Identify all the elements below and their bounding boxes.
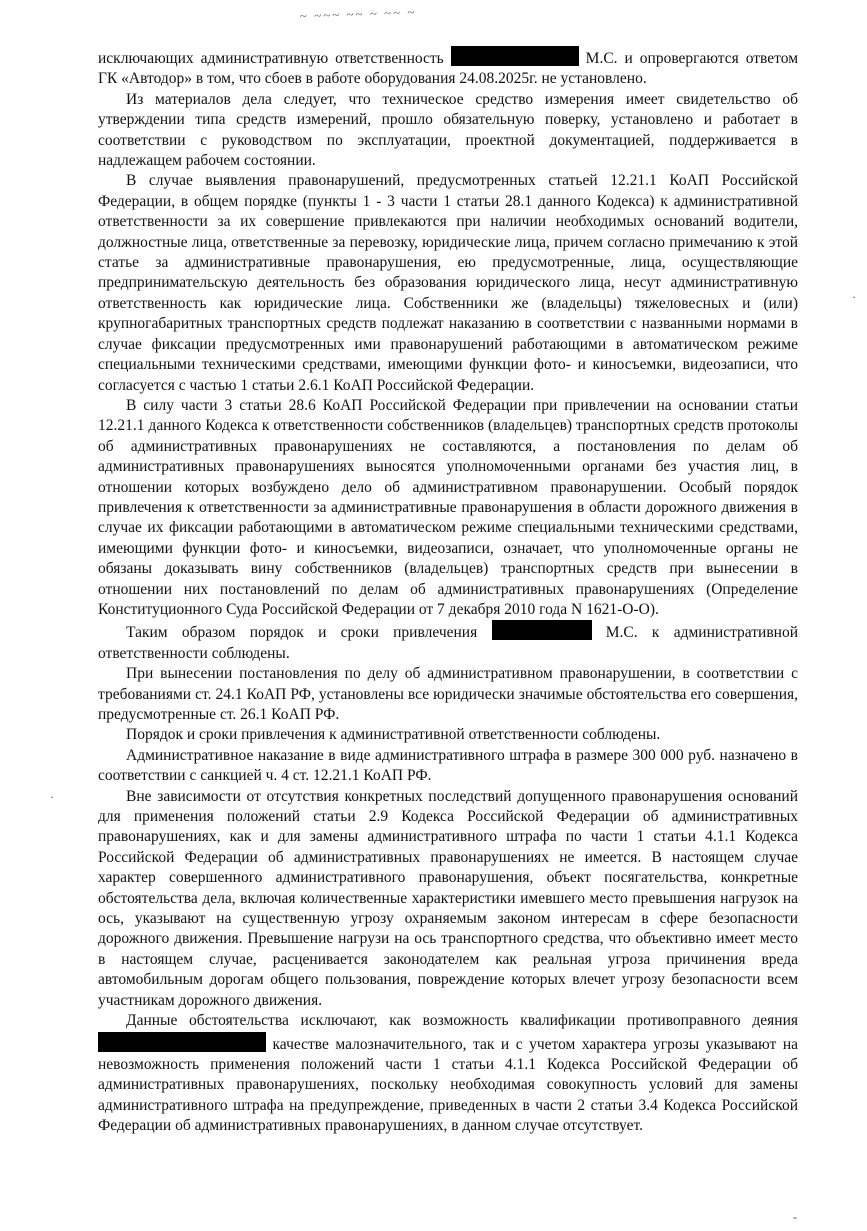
paragraph-text: М.С. и опровергаются ответом ГК «Автодор» в том, что сбоев в работе оборудования 24.08.2025г. не установлено.	[98, 50, 798, 88]
paragraph-4: В силу части 3 статьи 28.6 КоАП Российской Федерации при привлечении на основании статьи 12.21.1 данного Кодекса к ответственности собственников (владельцев) транспортных средств протоколы об административных правонарушениях не составляются, а постановления по делам об административных правонарушениях выносятся уполномоченными органами без участия лиц, в отношении которых возбуждено дело об административном правонарушении. Особый порядок привлечения к ответственности за административные правонарушения в области дорожного движения в случае их фиксации работающими в автоматическом режиме специальными техническими средствами, имеющими функции фото- и киносъемки, видеозаписи, означает, что уполномоченные органы не обязаны доказывать вину собственников (владельцев) транспортных средств при вынесении в отношении них постановлений по делам об административных правонарушениях (Определение Конституционного Суда Российской Федерации от 7 декабря 2010 года N 1621-О-О).	[98, 396, 798, 618]
scan-speck: -	[793, 1210, 797, 1224]
redaction-block	[451, 46, 579, 66]
paragraph-text: М.С. к административной ответственности соблюдены.	[98, 624, 798, 662]
scan-header-marks: ~ ~~~ ~~ ~ ~~ ~	[299, 4, 417, 24]
paragraph-2: Из материалов дела следует, что техническое средство измерения имеет свидетельство об утверждении типа средств измерений, прошло обязательную поверку, установлено и работает в соответствии с руководством по эксплуатации, проектной документацией, поддерживается в надлежащем рабочем состоянии.	[98, 90, 798, 170]
redaction-block	[492, 620, 592, 640]
paragraph-10	[98, 1011, 798, 1136]
paragraph-text: Данные обстоятельства исключают, как возможность квалификации противоправного деяния	[126, 1012, 798, 1030]
scan-speck: ·	[50, 790, 54, 804]
paragraph-8: Административное наказание в виде административного штрафа в размере 300 000 руб. назначено в соответствии с санкцией ч. 4 ст. 12.21.1 КоАП РФ.	[98, 746, 798, 785]
redaction-block	[98, 1032, 266, 1052]
paragraph-3: В случае выявления правонарушений, предусмотренных статьей 12.21.1 КоАП Российской Федерации, в общем порядке (пункты 1 - 3 части 1 статьи 28.1 данного Кодекса) к административной ответственности за их совершение привлекаются при наличии необходимых оснований водители, должностные лица, ответственные за перевозку, юридические лица, причем согласно примечанию к этой статье за административные правонарушения, ею предусмотренные, лица, осуществляющие предпринимательскую деятельность без образования юридического лица, несут административную ответственность как юридические лица. Собственники же (владельцы) тяжеловесных и (или) крупногабаритных транспортных средств подлежат наказанию в соответствии с названными нормами в случае фиксации предусмотренных ими правонарушений работающими в автоматическом режиме специальными техническими средствами, имеющими функции фото- и киносъемки, видеозаписи, что согласуется с частью 1 статьи 2.6.1 КоАП Российской Федерации.	[98, 172, 798, 394]
paragraph-6: При вынесении постановления по делу об административном правонарушении, в соответствии с требованиями ст. 24.1 КоАП РФ, установлены все юридически значимые обстоятельства его совершения, предусмотренные ст. 26.1 КоАП РФ.	[98, 665, 798, 723]
paragraph-9: Вне зависимости от отсутствия конкретных последствий допущенного правонарушения оснований для применения положений статьи 2.9 Кодекса Российской Федерации об административных правонарушениях, как и для замены административного штрафа по части 1 статьи 4.1.1 Кодекса Российской Федерации об административных правонарушениях не имеется. В настоящем случае характер совершенного административного правонарушения, объект посягательства, конкретные обстоятельства дела, включая количественные характеристики имевшего место превышения нагрузок на ось, указывают на существенную угрозу охраняемым законом интересам в сфере безопасности дорожного движения. Превышение нагрузи на ось транспортного средства, что объективно имеет место в настоящем случае, расценивается законодателем как реальная угроза причинения вреда автомобильным дорогам общего пользования, повреждение которых влечет угрозу безопасности всем участникам дорожного движения.	[98, 787, 798, 1009]
paragraph-5	[98, 620, 798, 664]
paragraph-text: Таким образом порядок и сроки привлечения	[126, 624, 492, 642]
scan-speck: ·	[852, 290, 856, 304]
document-body	[98, 46, 798, 1137]
paragraph-text: исключающих административную ответственность	[98, 50, 451, 67]
paragraph-text: качестве малозначительного, так и с учетом характера угрозы указывают на невозможность применения положений части 1 статьи 4.1.1 Кодекса Российской Федерации об административных правонарушениях, поскольку необходимая совокупность условий для замены административного штрафа на предупреждение, приведенных в части 2 статьи 3.4 Кодекса Российской Федерации об административных правонарушениях, в данном случае отсутствует.	[98, 1035, 798, 1135]
paragraph-1	[98, 46, 798, 90]
paragraph-7: Порядок и сроки привлечения к административной ответственности соблюдены.	[126, 726, 661, 744]
